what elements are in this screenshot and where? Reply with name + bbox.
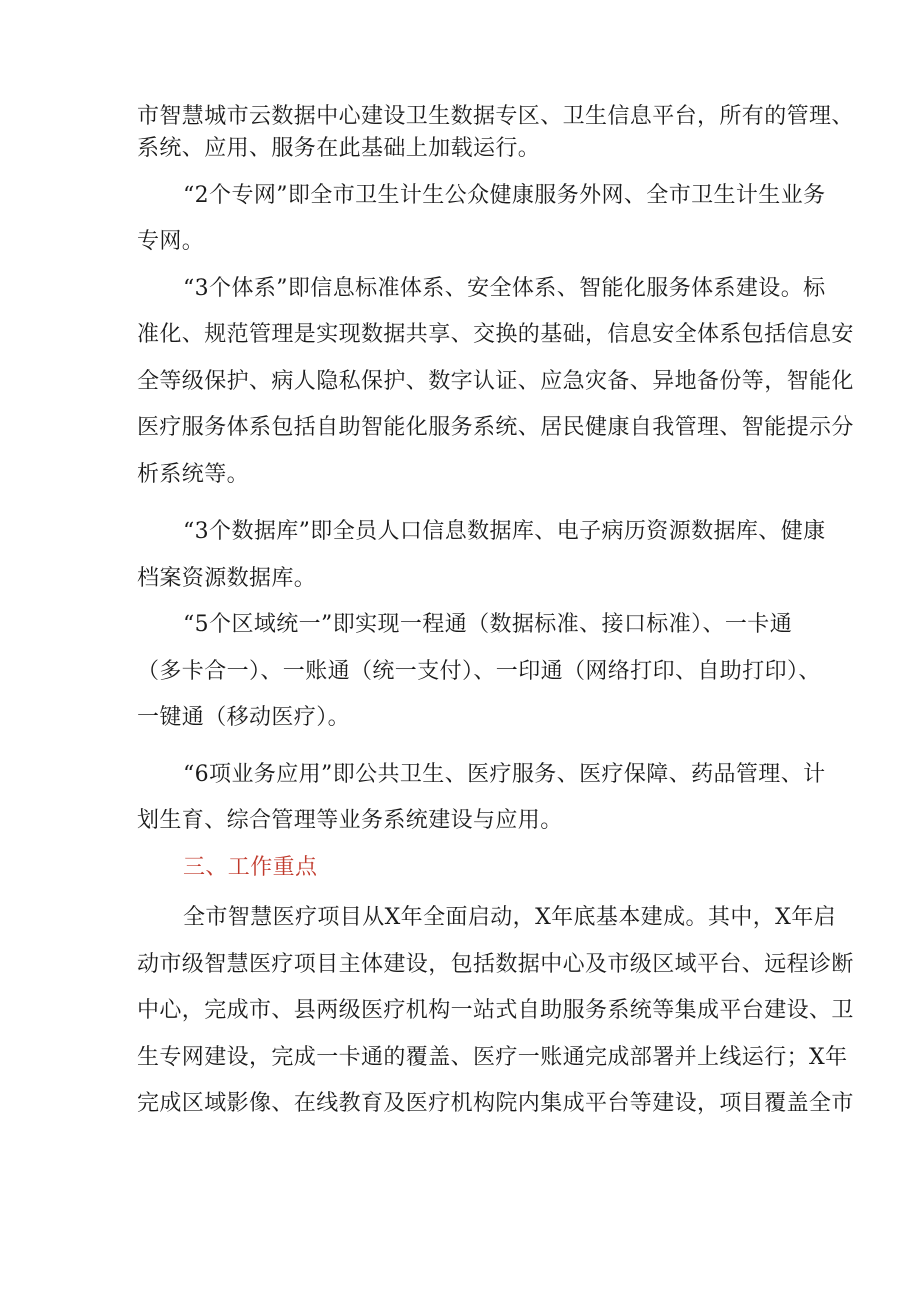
paragraph-line: 档案资源数据库。	[137, 566, 317, 591]
paragraph-line: 生专网建设，完成一卡通的覆盖、医疗一账通完成部署并上线运行；X年	[137, 1045, 848, 1070]
paragraph-line: “3个体系”即信息标准体系、安全体系、智能化服务体系建设。标	[183, 276, 826, 301]
paragraph-line: “5个区域统一”即实现一程通（数据标准、接口标准）、一卡通	[183, 612, 793, 637]
paragraph-line: “6项业务应用”即公共卫生、医疗服务、医疗保障、药品管理、计	[183, 762, 826, 787]
paragraph-line: “3个数据库”即全员人口信息数据库、电子病历资源数据库、健康	[183, 519, 826, 544]
paragraph-line: 医疗服务体系包括自助智能化服务系统、居民健康自我管理、智能提示分	[137, 415, 854, 440]
paragraph-line: 系统、应用、服务在此基础上加载运行。	[137, 136, 541, 161]
paragraph-line: 动市级智慧医疗项目主体建设，包括数据中心及市级区域平台、远程诊断	[137, 952, 854, 977]
paragraph-line: 完成区域影像、在线教育及医疗机构院内集成平台等建设，项目覆盖全市	[137, 1091, 854, 1116]
paragraph-line: 专网。	[137, 229, 205, 254]
paragraph-line: 全等级保护、病人隐私保护、数字认证、应急灾备、异地备份等，智能化	[137, 369, 854, 394]
paragraph-line: 析系统等。	[137, 462, 250, 487]
section-heading: 三、工作重点	[183, 855, 318, 880]
paragraph-line: 划生育、综合管理等业务系统建设与应用。	[137, 808, 563, 833]
paragraph-line: “2个专网”即全市卫生计生公众健康服务外网、全市卫生计生业务	[183, 183, 826, 208]
paragraph-line: 一键通（移动医疗）。	[137, 705, 351, 730]
paragraph-line: （多卡合一）、一账通（统一支付）、一印通（网络打印、自助打印）、	[137, 659, 821, 684]
paragraph-line: 市智慧城市云数据中心建设卫生数据专区、卫生信息平台，所有的管理、	[137, 104, 854, 129]
paragraph-line: 全市智慧医疗项目从X年全面启动，X年底基本建成。其中，X年启	[183, 905, 836, 930]
paragraph-line: 准化、规范管理是实现数据共享、交换的基础，信息安全体系包括信息安	[137, 322, 854, 347]
paragraph-line: 中心，完成市、县两级医疗机构一站式自助服务系统等集成平台建设、卫	[137, 998, 854, 1023]
